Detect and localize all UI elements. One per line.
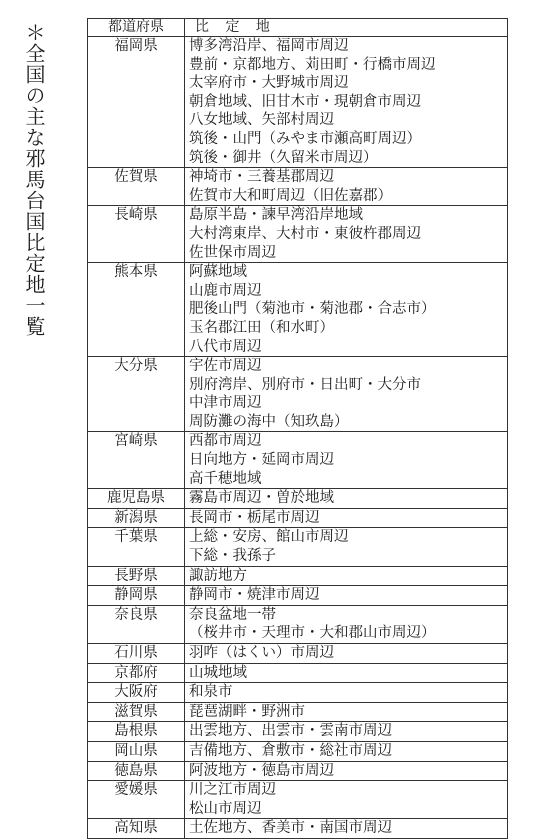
location-line: 霧島市周辺・曽於地域 <box>189 490 334 507</box>
location-line: 阿波地方・徳島市周辺 <box>189 762 334 779</box>
table-row <box>88 489 508 509</box>
location-line: 吉備地方、倉敷市・総社市周辺 <box>189 742 392 759</box>
location-line: 阿蘇地域 <box>189 264 247 281</box>
location-cell <box>185 702 508 722</box>
page-title: ＊全国の主な邪馬台国比定地一覧 <box>22 22 46 337</box>
table-row <box>88 683 508 703</box>
table-body <box>88 37 508 839</box>
location-cell <box>185 168 508 206</box>
prefecture-cell: 愛媛県 <box>88 781 185 819</box>
table-row <box>88 781 508 819</box>
location-line: 琵琶湖畔・野洲市 <box>189 703 305 720</box>
table-row <box>88 357 508 432</box>
prefecture-cell: 千葉県 <box>88 528 185 566</box>
location-cell <box>185 566 508 586</box>
location-line: 土佐地方、香美市・南国市周辺 <box>189 820 392 837</box>
location-line: 奈良盆地一帯 <box>189 606 276 623</box>
location-line: 出雲地方、出雲市・雲南市周辺 <box>189 723 392 740</box>
location-line: 和泉市 <box>189 684 233 701</box>
prefecture-cell: 奈良県 <box>88 605 185 643</box>
location-line: 豊前・京都地方、苅田町・行橋市周辺 <box>189 56 436 73</box>
table-row <box>88 508 508 528</box>
table-row <box>88 168 508 206</box>
prefecture-cell: 石川県 <box>88 644 185 664</box>
location-line: 神埼市・三養基郡周辺 <box>189 169 334 186</box>
table-row <box>88 722 508 742</box>
location-cell <box>185 663 508 683</box>
prefecture-cell: 大阪府 <box>88 683 185 703</box>
prefecture-cell: 大分県 <box>88 357 185 432</box>
location-line: 筑後・山門（みやま市瀬高町周辺） <box>189 130 421 147</box>
table-row <box>88 819 508 839</box>
location-cell <box>185 605 508 643</box>
prefecture-cell: 徳島県 <box>88 761 185 781</box>
location-cell <box>185 263 508 357</box>
location-line: 筑後・御井（久留米市周辺） <box>189 149 378 166</box>
location-line: 日向地方・延岡市周辺 <box>189 452 334 469</box>
location-line: 博多湾沿岸、福岡市周辺 <box>189 38 349 54</box>
prefecture-cell: 京都府 <box>88 663 185 683</box>
prefecture-cell: 福岡県 <box>88 37 185 168</box>
location-cell <box>185 37 508 168</box>
location-cell <box>185 761 508 781</box>
prefecture-cell: 熊本県 <box>88 263 185 357</box>
location-cell <box>185 206 508 263</box>
location-cell <box>185 819 508 839</box>
location-line: 別府湾岸、別府市・日出町・大分市 <box>189 376 421 393</box>
location-line: 宇佐市周辺 <box>189 358 262 375</box>
header-prefecture: 都道府県 <box>88 19 185 37</box>
table-row <box>88 761 508 781</box>
table-row <box>88 741 508 761</box>
prefecture-cell: 長野県 <box>88 566 185 586</box>
table-row <box>88 663 508 683</box>
table-row <box>88 206 508 263</box>
location-cell <box>185 508 508 528</box>
location-line: 松山市周辺 <box>189 800 262 817</box>
location-cell <box>185 644 508 664</box>
prefecture-cell: 岡山県 <box>88 741 185 761</box>
location-line: 高千穂地域 <box>189 470 262 487</box>
table-row <box>88 37 508 168</box>
location-cell <box>185 781 508 819</box>
location-line: 佐賀市大和町周辺（旧佐嘉郡） <box>189 187 392 204</box>
location-cell <box>185 683 508 703</box>
location-line: 上総・安房、館山市周辺 <box>189 529 349 546</box>
location-line: 八代市周辺 <box>189 338 262 355</box>
location-cell <box>185 741 508 761</box>
location-table-container <box>87 18 507 839</box>
location-line: 島原半島・諫早湾沿岸地域 <box>189 207 363 224</box>
table-header-row <box>88 19 508 37</box>
prefecture-cell: 鹿児島県 <box>88 489 185 509</box>
prefecture-cell: 静岡県 <box>88 586 185 606</box>
location-line: 西都市周辺 <box>189 433 262 450</box>
table-row <box>88 263 508 357</box>
location-line: 太宰府市・大野城市周辺 <box>189 75 349 92</box>
prefecture-cell: 長崎県 <box>88 206 185 263</box>
prefecture-cell: 佐賀県 <box>88 168 185 206</box>
location-line: 諏訪地方 <box>189 567 247 584</box>
location-line: 八女地域、矢部村周辺 <box>189 112 334 129</box>
location-cell <box>185 528 508 566</box>
location-line: 川之江市周辺 <box>189 782 276 799</box>
table-row <box>88 432 508 489</box>
prefecture-cell: 高知県 <box>88 819 185 839</box>
location-line: 中津市周辺 <box>189 395 262 412</box>
prefecture-cell: 宮崎県 <box>88 432 185 489</box>
location-line: 下総・我孫子 <box>189 548 276 565</box>
location-cell <box>185 432 508 489</box>
location-line: 玉名郡江田（和水町） <box>189 319 334 336</box>
location-line: 周防灘の海中（知玖島） <box>189 413 349 430</box>
location-cell <box>185 489 508 509</box>
prefecture-cell: 島根県 <box>88 722 185 742</box>
header-location: 比 定 地 <box>185 19 508 37</box>
location-line: 静岡市・焼津市周辺 <box>189 587 320 604</box>
location-line: 大村湾東岸、大村市・東彼杵郡周辺 <box>189 225 421 242</box>
location-line: 山鹿市周辺 <box>189 282 262 299</box>
location-cell <box>185 722 508 742</box>
location-line: 山城地域 <box>189 664 247 681</box>
location-line: 朝倉地域、旧甘木市・現朝倉市周辺 <box>189 93 421 110</box>
table-row <box>88 528 508 566</box>
location-line: 肥後山門（菊池市・菊池郡・合志市） <box>189 301 436 318</box>
prefecture-cell: 滋賀県 <box>88 702 185 722</box>
location-line: （桜井市・天理市・大和郡山市周辺） <box>189 625 436 642</box>
location-cell <box>185 586 508 606</box>
table-row <box>88 644 508 664</box>
location-table <box>87 18 508 839</box>
location-line: 佐世保市周辺 <box>189 244 276 261</box>
table-row <box>88 702 508 722</box>
location-line: 長岡市・栃尾市周辺 <box>189 509 320 526</box>
location-line: 羽咋（はくい）市周辺 <box>189 645 334 661</box>
prefecture-cell: 新潟県 <box>88 508 185 528</box>
table-row <box>88 586 508 606</box>
table-row <box>88 566 508 586</box>
table-row <box>88 605 508 643</box>
location-cell <box>185 357 508 432</box>
